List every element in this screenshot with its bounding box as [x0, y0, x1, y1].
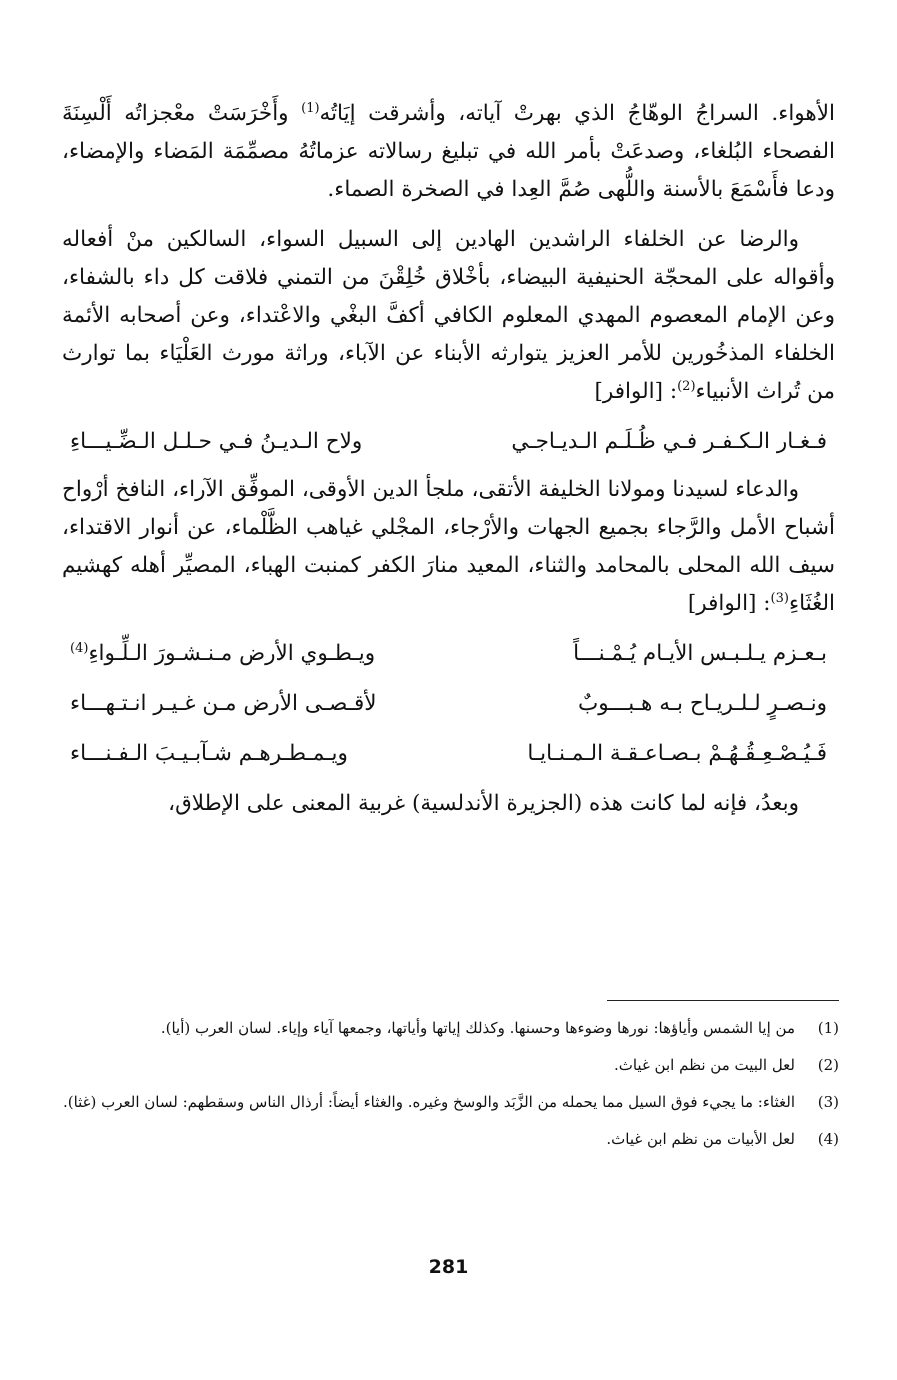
footnote-number: (3): [817, 1093, 839, 1111]
footnote-ref-4[interactable]: (4): [70, 640, 89, 656]
paragraph-1-part-b: وأَخْرَسَتْ معْجزاتُه أَلْسِنَةَ الفصحاء البُلغاء، وصدعَتْ بأمر الله في تبليغ رسالاته عزماتُهُ مصمِّمَة المَضاء والإمضاء، ودعا فأَسْمَعَ بالأسنة واللُّهى صُمَّ العِدا في الصخرة الصماء.: [62, 101, 835, 202]
page-number: 281: [428, 1256, 469, 1278]
footnote-item: [62, 1052, 839, 1079]
footnote-number: (4): [817, 1130, 839, 1148]
verse-2-second-hemistich-text: ويـطـوي الأرض مـنـشـورَ الـلِّـواءِ: [88, 641, 376, 666]
paragraph-1: [62, 95, 835, 209]
footnote-separator: [607, 1000, 839, 1001]
footnote-item: [62, 1015, 839, 1042]
footnote-ref-3[interactable]: (3): [770, 590, 789, 606]
paragraph-3-part-a: والدعاء لسيدنا ومولانا الخليفة الأتقى، ملجأ الدين الأوقى، الموفِّق الآراء، النافخ أرْواح أشباح الأمل والرَّجاء بجميع الجهات والأرْجاء، المجْلي غياهب الظَّلْماء، عن أنوار الاقتداء، سيف الله المحلى بالمحامد والثناء، المعيد منارَ الكفر كمنبت الهباء، المصيِّر أهله كهشيم الغُثَاءِ: [62, 477, 835, 616]
verse-1-first-hemistich: فـغـار الـكـفـر فـي ظُـلَـم الـديـاجـي: [511, 429, 827, 454]
footnote-number: (1): [817, 1019, 839, 1037]
verse-4-second-hemistich: ويـمـطـرهـم شـآبـيـبَ الـفـنـــاء: [70, 741, 348, 766]
paragraph-2-part-b: : [الوافر]: [594, 379, 678, 404]
main-text: [62, 95, 835, 823]
footnotes: [62, 1015, 839, 1163]
footnote-ref-1[interactable]: (1): [301, 100, 320, 116]
paragraph-1-part-a: الأهواء. السراجُ الوهّاجُ الذي بهرتْ آياته، وأشرقت إيَاتُه: [319, 101, 835, 126]
verse-3-second-hemistich: لأقـصـى الأرض مـن غـيـر انـتـهـــاء: [70, 691, 377, 716]
verse-line-3: [62, 685, 835, 723]
footnote-text: لعل الأبيات من نظم ابن غياث.: [606, 1130, 795, 1148]
paragraph-4: وبعدُ، فإنه لما كانت هذه (الجزيرة الأندلسية) غربية المعنى على الإطلاق،: [168, 791, 799, 816]
verse-2-first-hemistich: بـعـزم يـلـبـس الأيـام يُـمْـنـــاً: [573, 641, 827, 666]
verse-line-2: [62, 635, 835, 673]
paragraph-2: [62, 221, 835, 411]
verse-4-first-hemistich: فَـيُـصْـعِـقُـهُـمْ بـصـاعـقـة الـمـنـايـا: [527, 741, 827, 766]
paragraph-3-part-b: : [الوافر]: [687, 591, 771, 616]
footnote-item: [62, 1126, 839, 1153]
verse-line-1: [62, 423, 835, 461]
verse-line-4: [62, 735, 835, 773]
verse-2-second-hemistich: [70, 635, 375, 673]
paragraph-2-part-a: والرضا عن الخلفاء الراشدين الهادين إلى السبيل السواء، السالكين منْ أفعاله وأقواله على المحجّة الحنيفية البيضاء، بأخْلاق خُلِقْنَ من التمني فلاقت كل داء بالشفاء، وعن الإمام المعصوم المهدي المعلوم الكافي أكفَّ البغْي والاعْتداء، وعن أصحابه الأئمة الخلفاء المذخُورين للأمر العزيز يتوارثه الأبناء عن الآباء، وراثة مورث العَلْيَاء بما توارث من تُراث الأنبياء: [62, 227, 835, 404]
verse-1-second-hemistich: ولاح الـديـنُ فـي حـلـل الـضِّـيـــاءِ: [70, 429, 363, 454]
footnote-ref-2[interactable]: (2): [677, 378, 696, 394]
footnote-text: لعل البيت من نظم ابن غياث.: [613, 1056, 795, 1074]
poem-block: [62, 635, 835, 773]
footnote-text: من إيا الشمس وأياؤها: نورها وضوءها وحسنها. وكذلك إياتها وأياتها، وجمعها آياء وإياء. لسان العرب (أيا).: [160, 1019, 795, 1037]
footnote-item: [62, 1089, 839, 1116]
verse-3-first-hemistich: ونـصـرٍ لـلـريـاح بـه هـبـــوبٌ: [578, 691, 827, 716]
footnote-text: الغثاء: ما يجيء فوق السيل مما يحمله من الزَّبَد والوسخ وغيره. والغثاء أيضاً: أرذال الناس وسقطهم: لسان العرب (غثا).: [62, 1093, 795, 1111]
footnote-number: (2): [817, 1056, 839, 1074]
paragraph-3: [62, 471, 835, 623]
